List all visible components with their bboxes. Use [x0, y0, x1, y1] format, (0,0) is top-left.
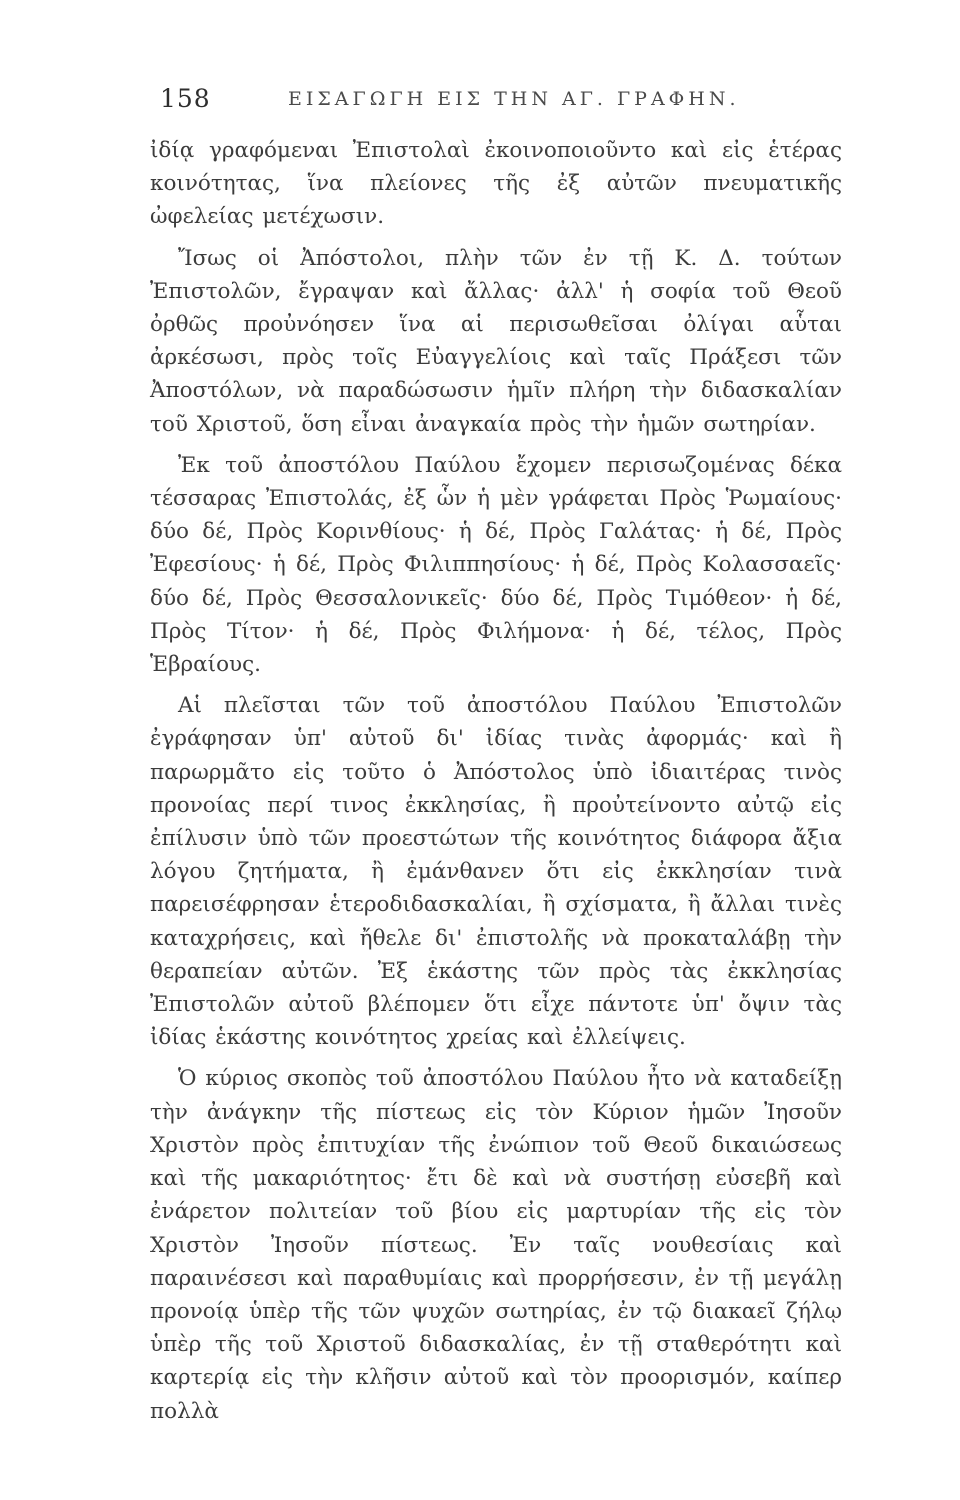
paragraph-main-purpose: Ὁ κύριος σκοπὸς τοῦ ἀποστόλου Παύλου ἦτο νὰ καταδείξῃ τὴν ἀνάγκην τῆς πίστεως εἰς τὸν Κύριον ἡμῶν Ἰησοῦν Χριστὸν πρὸς ἐπιτυχίαν τῆς ἐνώπιον τοῦ Θεοῦ δικαιώσεως καὶ τῆς μακαριότητος· ἔτι δὲ καὶ νὰ συστήσῃ εὐσεβῆ καὶ ἐνάρετον πολιτείαν τοῦ βίου εἰς μαρτυρίαν τῆς εἰς τὸν Χριστὸν Ἰησοῦν πίστεως. Ἐν ταῖς νουθεσίαις καὶ παραινέσεσι καὶ παραθυμίαις καὶ προρρήσεσιν, ἐν τῇ μεγάλῃ προνοίᾳ ὑπὲρ τῆς τῶν ψυχῶν σωτηρίας, ἐν τῷ διακαεῖ ζήλῳ ὑπὲρ τῆς τοῦ Χριστοῦ διδασκαλίας, ἐν τῇ σταθερότητι καὶ καρτερίᾳ εἰς τὴν κλῆσιν αὐτοῦ καὶ τὸν προορισμόν, καίπερ πολλὰ	[150, 1066, 842, 1424]
paragraph-continuation: ἰδίᾳ γραφόμεναι Ἐπιστολαὶ ἐκοινοποιοῦντο καὶ εἰς ἑτέρας κοινότητας, ἵνα πλείονες τῆς ἐξ αὐτῶν πνευματικῆς ὠφελείας μετέχωσιν.	[150, 138, 842, 230]
paragraph-occasions-of-writing: Αἱ πλεῖσται τῶν τοῦ ἀποστόλου Παύλου Ἐπιστολῶν ἐγράφησαν ὑπ' αὐτοῦ δι' ἰδίας τινὰς ἀφορμάς· καὶ ἢ παρωρμᾶτο εἰς τοῦτο ὁ Ἀπόστολος ὑπὸ ἰδιαιτέρας τινὸς προνοίας περί τινος ἐκκλησίας, ἢ προὐτείνοντο αὐτῷ εἰς ἐπίλυσιν ὑπὸ τῶν προεστώτων τῆς κοινότητος διάφορα ἄξια λόγου ζητήματα, ἢ ἐμάνθανεν ὅτι εἰς ἐκκλησίαν τινὰ παρεισέφρησαν ἑτεροδιδασκαλίαι, ἢ σχίσματα, ἢ ἄλλαι τινὲς καταχρήσεις, καὶ ἤθελε δι' ἐπιστολῆς νὰ προκαταλάβῃ τὴν θεραπείαν αὐτῶν. Ἐξ ἑκάστης τῶν πρὸς τὰς ἐκκλησίας Ἐπιστολῶν αὐτοῦ βλέπομεν ὅτι εἶχε πάντοτε ὑπ' ὄψιν τὰς ἰδίας ἑκάστης κοινότητος χρείας καὶ ἐλλείψεις.	[150, 693, 842, 1051]
body-text	[150, 134, 842, 1428]
paragraph-lost-epistles: Ἴσως οἱ Ἀπόστολοι, πλὴν τῶν ἐν τῇ Κ. Δ. τούτων Ἐπιστολῶν, ἔγραψαν καὶ ἄλλας· ἀλλ' ἡ σοφία τοῦ Θεοῦ ὀρθῶς προὐνόησεν ἵνα αἱ περισωθεῖσαι ὀλίγαι αὗται ἀρκέσωσι, πρὸς τοῖς Εὐαγγελίοις καὶ ταῖς Πράξεσι τῶν Ἀποστόλων, νὰ παραδώσωσιν ἡμῖν πλήρη τὴν διδασκαλίαν τοῦ Χριστοῦ, ὅση εἶναι ἀναγκαία πρὸς τὴν ἡμῶν σωτηρίαν.	[150, 245, 842, 437]
running-title: ΕΙΣΑΓΩΓΗ ΕΙΣ ΤΗΝ ΑΓ. ΓΡΑΦΗΝ.	[288, 88, 740, 110]
page-number: 158	[160, 84, 211, 113]
page-header	[160, 84, 840, 120]
paragraph-pauline-epistles-list: Ἐκ τοῦ ἀποστόλου Παύλου ἔχομεν περισωζομένας δέκα τέσσαρας Ἐπιστολάς, ἐξ ὧν ἡ μὲν γράφεται Πρὸς Ῥωμαίους· δύο δέ, Πρὸς Κορινθίους· ἡ δέ, Πρὸς Γαλάτας· ἡ δέ, Πρὸς Ἐφεσίους· ἡ δέ, Πρὸς Φιλιππησίους· ἡ δέ, Πρὸς Κολασσαεῖς· δύο δέ, Πρὸς Θεσσαλονικεῖς· δύο δέ, Πρὸς Τιμόθεον· ἡ δέ, Πρὸς Τίτον· ἡ δέ, Πρὸς Φιλήμονα· ἡ δέ, τέλος, Πρὸς Ἑβραίους.	[150, 452, 842, 678]
